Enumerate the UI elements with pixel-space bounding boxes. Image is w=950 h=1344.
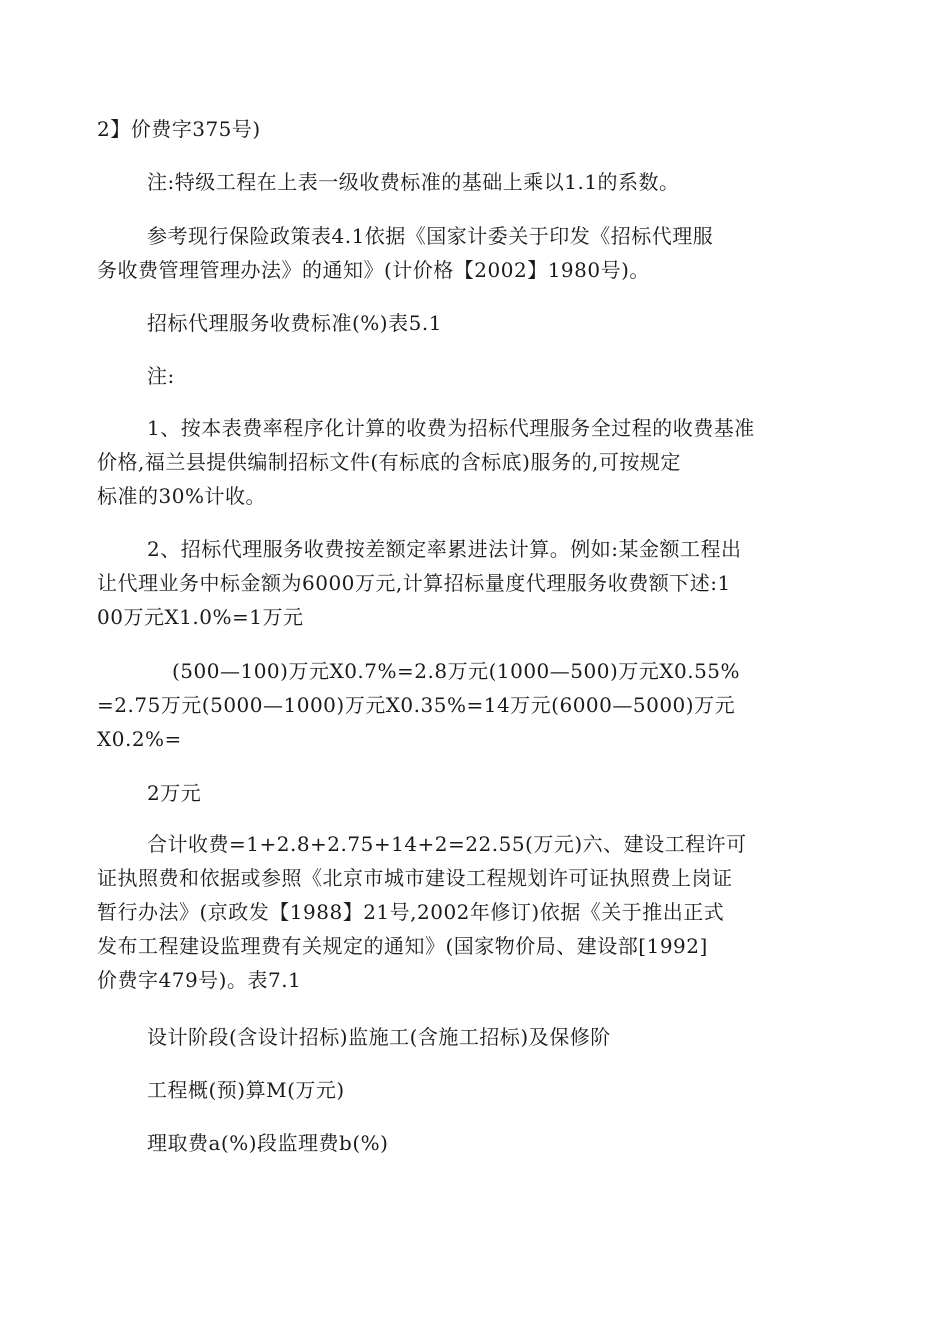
note-item-1-line-3: 标准的30%计收。 xyxy=(97,484,266,508)
total-fee-line-3: 暂行办法》(京政发【1988】21号,2002年修订)依据《关于推出正式 xyxy=(97,900,725,924)
table-header-stage: 设计阶段(含设计招标)监施工(含施工招标)及保修阶 xyxy=(147,1025,611,1049)
note-item-1-line-2: 价格,福兰县提供编制招标文件(有标底的含标底)服务的,可按规定 xyxy=(97,450,681,474)
note-item-1-line-1: 1、按本表费率程序化计算的收费为招标代理服务全过程的收费基准 xyxy=(147,416,755,440)
note-special-grade: 注:特级工程在上表一级收费标准的基础上乘以1.1的系数。 xyxy=(147,170,680,194)
total-fee-line-4: 发布工程建设监理费有关规定的通知》(国家物价局、建设部[1992] xyxy=(97,934,708,958)
note-item-2-line-1: 2、招标代理服务收费按差额定率累进法计算。例如:某金额工程出 xyxy=(147,537,742,561)
total-fee-line-5: 价费字479号)。表7.1 xyxy=(97,968,302,992)
table-caption-5-1: 招标代理服务收费标准(%)表5.1 xyxy=(147,311,442,335)
table-header-budget: 工程概(预)算M(万元) xyxy=(147,1078,345,1102)
note-item-2-line-3: 00万元X1.0%=1万元 xyxy=(97,605,304,629)
calculation-result: 2万元 xyxy=(147,781,202,805)
paragraph-insurance-ref-line-2: 务收费管理管理办法》的通知》(计价格【2002】1980号)。 xyxy=(97,258,650,282)
note-item-2-line-2: 让代理业务中标金额为6000万元,计算招标量度代理服务收费额下述:1 xyxy=(97,571,731,595)
paragraph-continuation: 2】价费字375号) xyxy=(97,117,261,141)
total-fee-line-2: 证执照费和依据或参照《北京市城市建设工程规划许可证执照费上岗证 xyxy=(97,866,733,890)
paragraph-insurance-ref-line-1: 参考现行保险政策表4.1依据《国家计委关于印发《招标代理服 xyxy=(147,224,714,248)
calculation-line-1: (500—100)万元X0.7%=2.8万元(1000—500)万元X0.55% xyxy=(172,659,741,683)
note-label: 注: xyxy=(147,364,175,388)
table-header-fee-rates: 理取费a(%)段监理费b(%) xyxy=(147,1131,389,1155)
calculation-line-3: X0.2%= xyxy=(97,727,182,751)
calculation-line-2: =2.75万元(5000—1000)万元X0.35%=14万元(6000—5000)万元 xyxy=(97,693,736,717)
total-fee-line-1: 合计收费=1+2.8+2.75+14+2=22.55(万元)六、建设工程许可 xyxy=(147,832,747,856)
